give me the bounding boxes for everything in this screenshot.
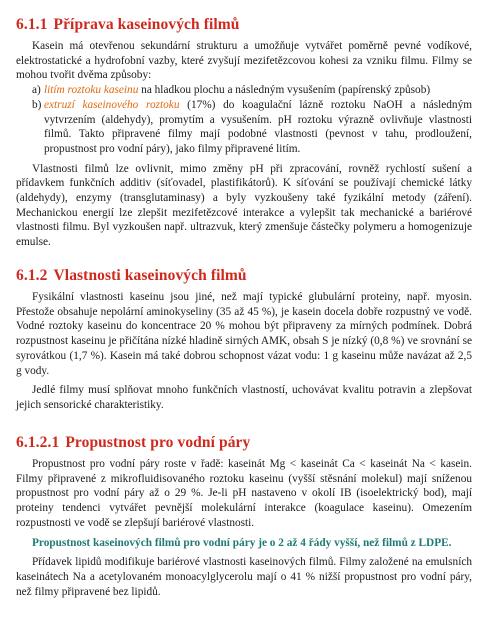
section-heading bbox=[16, 16, 472, 34]
list-marker: a) bbox=[32, 84, 41, 97]
section-title: Propustnost pro vodní páry bbox=[65, 434, 251, 451]
section-title: Vlastnosti kaseinových filmů bbox=[53, 267, 247, 284]
paragraph: Fysikální vlastnosti kaseinu jsou jiné, než mají typické glubulární proteiny, např. myosin. Přestože obsahuje nepolární aminokyseliny (35 až 45 %), je kasein docela dobře rozpustný ve vodě. Vodné roztoky kaseinu do koncentrace 20 % mohou být připraveny za mírných podmínek. Dobrá rozpustnost kaseinu je přičítána nízké hladině sirných AMK, obsah S je nízký (0,8 %) ve srovnání se syrovátkou (1,7 %). Kasein má také dobrou schopnost vázat vodu: 1 g kaseinu může navázat až 2,5 g vody. bbox=[16, 291, 472, 377]
section-heading bbox=[16, 434, 472, 452]
emphasis-text: extruzí kaseinového roztoku bbox=[44, 98, 180, 111]
list-item-text: na hladkou plochu a následným vysušením (papírenský způsob) bbox=[138, 84, 431, 97]
section-number: 6.1.2 bbox=[16, 267, 48, 284]
section-6-1-2-1 bbox=[16, 434, 472, 599]
paragraph: Propustnost pro vodní páry roste v řadě: kaseinát Mg < kaseinát Ca < kaseinát Na < kasein. Filmy připravené z mikrofluidisovaného roztoku kaseinu (vyšší stěsnání molekul) mají sníženou propustnost pro vodní páry až o 29 %. Je-li pH nastaveno v okolí IB (isoelektrický bod), mají proteiny tendenci vytvářet pevnější molekulární interakce (koagulace kaseinu). Omezením rozpustnosti ve vodě se zlepšují bariérové vlastnosti. bbox=[16, 458, 472, 529]
list-item bbox=[32, 98, 472, 157]
method-list bbox=[16, 83, 472, 157]
highlighted-statement: Propustnost kaseinových filmů pro vodní páry je o 2 až 4 řády vyšší, než filmů z LDPE. bbox=[32, 536, 452, 549]
section-6-1-2 bbox=[16, 267, 472, 413]
list-item bbox=[32, 83, 472, 98]
section-heading bbox=[16, 267, 472, 285]
emphasis-text: litím roztoku kaseinu bbox=[44, 84, 139, 97]
section-6-1-1 bbox=[16, 16, 472, 250]
paragraph: Přídavek lipidů modifikuje bariérové vlastnosti kaseinových filmů. Filmy založené na emulsních kaseinátech Na a acetylovaném monoacylglycerolu mají o 41 % nižší propustnost pro vodní páry, než filmy připravené bez lipidů. bbox=[16, 556, 472, 598]
section-number: 6.1.2.1 bbox=[16, 434, 60, 451]
section-number: 6.1.1 bbox=[16, 16, 48, 33]
paragraph: Kasein má otevřenou sekundární strukturu a umožňuje vytvářet poměrně pevné vodíkové, elektrostatické a hydrofobní vazby, které zvyšují mezifetězcovou kohesi za vzniku filmu. Filmy se mohou tvořit dvěma způsoby: bbox=[16, 40, 472, 82]
list-item-text: (17%) do koagulační lázně roztoku NaOH a následným vytvrzením (aldehydy), promytím a vysušením. pH roztoku výrazně ovlivňuje vlastnosti filmů. Takto připravené filmy mají podobné vlastnosti (pevnost v tahu, prodloužení, propustnost pro vodní páry), jako filmy připravené litím. bbox=[44, 98, 472, 155]
list-marker: b) bbox=[32, 98, 42, 111]
paragraph: Jedlé filmy musí splňovat mnoho funkčních vlastností, uchovávat kvalitu potravin a zlepšovat jejich sensorické charakteristiky. bbox=[16, 384, 472, 411]
paragraph: Vlastnosti filmů lze ovlivnit, mimo změny pH při zpracování, rovněž rychlostí sušení a přídavkem funkčních additiv (síťovadel, plastifikátorů). K síťování se používají chemické látky (aldehydy), enzymy (transglutaminasy) a byly vyzkoušeny také fyzikální metody (záření). Mechanickou energií lze zlepšit mezifetězcové interakce a vylepšit tak mechanické a bariérové vlastnosti filmu. Byl vyzkoušen např. ultrazvuk, který zmenšuje částečky polymeru a homogenizuje emulse. bbox=[16, 162, 472, 249]
section-title: Příprava kaseinových filmů bbox=[53, 16, 240, 33]
